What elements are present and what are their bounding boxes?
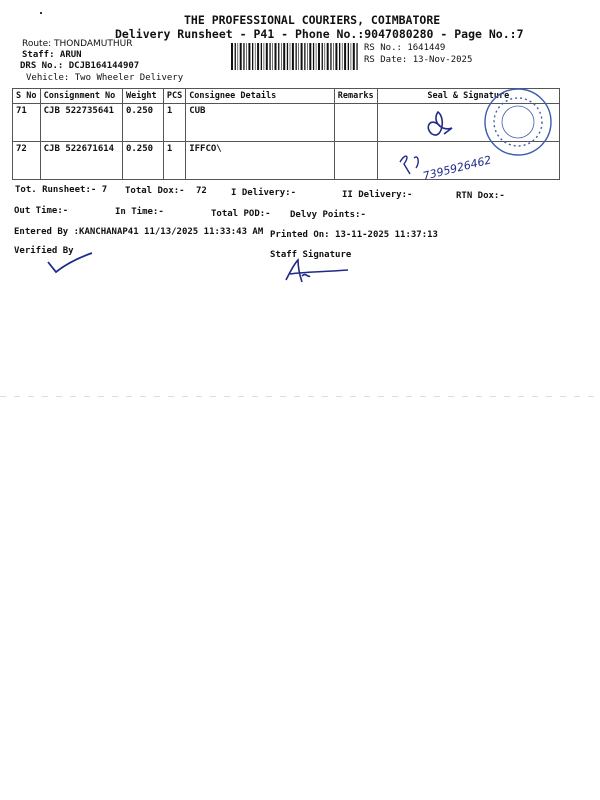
cell-sno: 71 — [13, 104, 41, 142]
total-dox-value: 72 — [196, 186, 207, 196]
cell-sno: 72 — [13, 142, 41, 180]
staff-label: Staff: ARUN — [22, 50, 82, 60]
cell-weight: 0.250 — [122, 104, 163, 142]
col-remarks: Remarks — [334, 89, 377, 104]
entered-by: Entered By :KANCHANAP41 11/13/2025 11:33:43 AM — [14, 227, 264, 237]
company-stamp — [485, 89, 551, 155]
in-time: In Time:- — [115, 207, 164, 217]
seal-overlay — [380, 88, 570, 198]
cell-consignment: CJB 522671614 — [40, 142, 122, 180]
runsheet-subtitle: Delivery Runsheet - P41 - Phone No.:9047080280 - Page No.:7 — [115, 27, 524, 41]
staff-signature — [282, 258, 352, 284]
ii-delivery: II Delivery:- — [342, 190, 413, 200]
cell-remarks — [334, 142, 377, 180]
vehicle-label: Vehicle: Two Wheeler Delivery — [26, 73, 184, 83]
cell-consignment: CJB 522735641 — [40, 104, 122, 142]
total-dox-label: Total Dox:- — [125, 186, 185, 196]
col-consignment: Consignment No — [40, 89, 122, 104]
col-weight: Weight — [122, 89, 163, 104]
company-title: THE PROFESSIONAL COURIERS, COIMBATORE — [184, 13, 441, 27]
col-pcs: PCS — [163, 89, 185, 104]
cell-consignee: IFFCO\ — [186, 142, 335, 180]
rtn-dox: RTN Dox:- — [456, 191, 505, 201]
col-seal-signature: Seal & Signature — [377, 89, 559, 104]
rs-date: RS Date: 13-Nov-2025 — [364, 55, 473, 65]
cell-weight: 0.250 — [122, 142, 163, 180]
i-delivery: I Delivery:- — [231, 188, 297, 198]
printed-on: Printed On: 13-11-2025 11:37:13 — [270, 230, 438, 240]
out-time: Out Time:- — [14, 206, 69, 216]
second-signature — [400, 156, 418, 174]
delvy-points: Delvy Points:- — [290, 210, 366, 220]
drs-number: DRS No.: DCJB164144907 — [20, 61, 140, 71]
staff-signature-label: Staff Signature — [270, 250, 352, 260]
cell-pcs: 1 — [163, 142, 185, 180]
handwritten-phone: 7395926462 — [421, 153, 493, 183]
cell-pcs: 1 — [163, 104, 185, 142]
barcode — [231, 43, 359, 70]
tot-runsheet: Tot. Runsheet:- 7 — [15, 185, 108, 195]
verified-by-label: Verified By — [14, 246, 74, 256]
cell-remarks — [334, 104, 377, 142]
col-consignee: Consignee Details — [186, 89, 335, 104]
total-pod: Total POD:- — [211, 209, 271, 219]
cell-consignee: CUB — [186, 104, 335, 142]
customer-signature — [428, 112, 452, 135]
col-sno: S No — [13, 89, 41, 104]
scan-edge — [0, 396, 600, 397]
verifier-tick-mark — [44, 250, 96, 276]
route-label: Route: THONDAMUTHUR — [22, 39, 133, 49]
rs-number: RS No.: 1641449 — [364, 43, 446, 53]
speck — [40, 12, 42, 14]
